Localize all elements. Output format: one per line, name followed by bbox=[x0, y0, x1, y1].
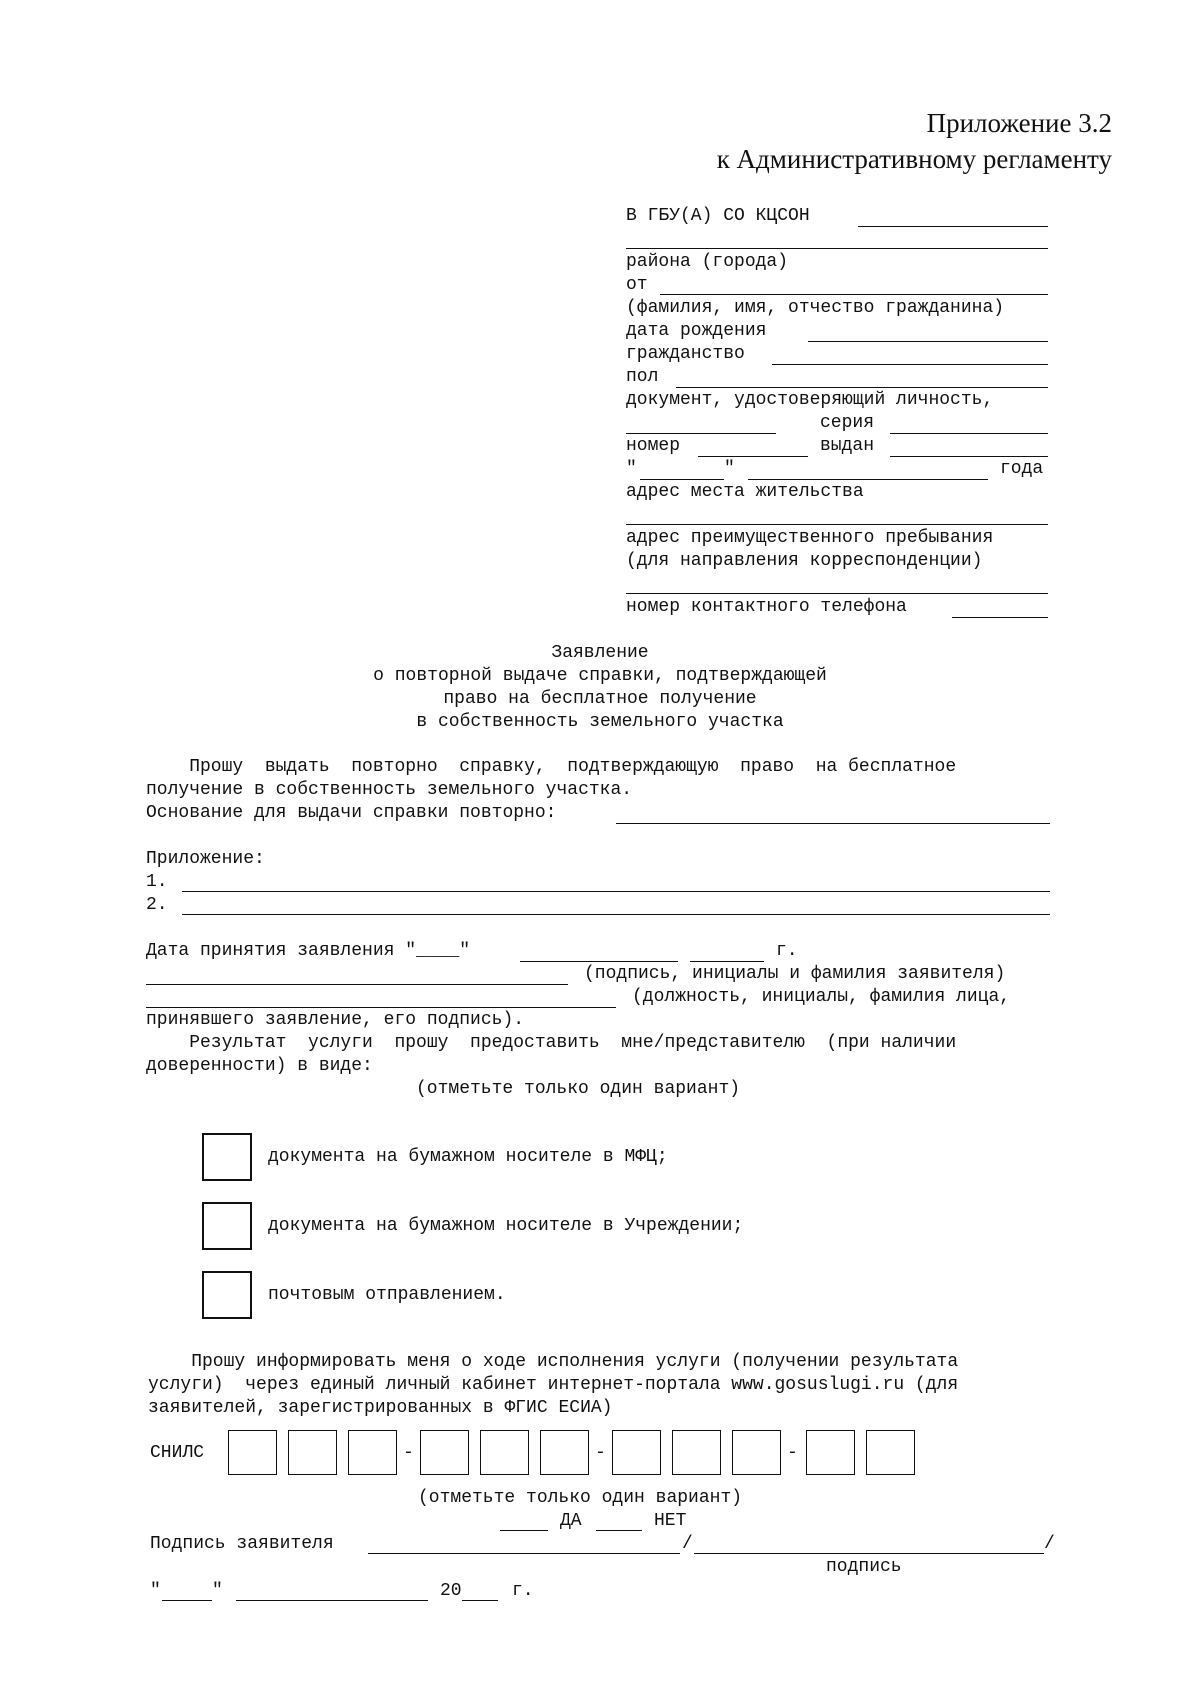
date-year-line[interactable] bbox=[462, 1600, 498, 1601]
inform-line-2: услуги) через единый личный кабинет интернет-портала www.gosuslugi.ru (для bbox=[148, 1375, 959, 1395]
phone-label: номер контактного телефона bbox=[626, 597, 907, 617]
signature-line[interactable] bbox=[368, 1553, 680, 1554]
snils-dash-2: - bbox=[595, 1443, 606, 1463]
result-line-1: Результат услуги прошу предоставить мне/представителю (при наличии bbox=[146, 1033, 957, 1053]
accepter-position-hint: (должность, инициалы, фамилия лица, bbox=[632, 987, 1011, 1007]
snils-label: СНИЛС bbox=[150, 1443, 205, 1463]
accept-year-g: г. bbox=[776, 941, 798, 961]
snils-check-digit-2[interactable] bbox=[866, 1430, 915, 1475]
birth-date-line[interactable] bbox=[808, 341, 1048, 342]
doc-subtitle-2: право на бесплатное получение bbox=[443, 689, 757, 709]
option-mail-label: почтовым отправлением. bbox=[268, 1285, 506, 1305]
basis-label: Основание для выдачи справки повторно: bbox=[146, 803, 557, 823]
option-institution-label: документа на бумажном носителе в Учреждении; bbox=[268, 1216, 744, 1236]
attachment-2-line[interactable] bbox=[182, 914, 1050, 915]
snils-digit-9[interactable] bbox=[732, 1430, 781, 1475]
number-label: номер bbox=[626, 436, 681, 456]
attachment-1-number: 1. bbox=[146, 872, 168, 892]
applicant-sign-line[interactable] bbox=[146, 984, 568, 985]
birth-date-label: дата рождения bbox=[626, 321, 767, 341]
inform-line-3: заявителей, зарегистрированных в ФГИС ЕСИА) bbox=[148, 1398, 613, 1418]
issue-date-quote-open: " bbox=[626, 459, 637, 479]
citizenship-label: гражданство bbox=[626, 344, 745, 364]
date-day-line[interactable] bbox=[162, 1600, 212, 1601]
date-month-line[interactable] bbox=[236, 1600, 428, 1601]
addressee-from: от bbox=[626, 275, 648, 295]
residence-label: адрес места жительства bbox=[626, 482, 864, 502]
phone-line[interactable] bbox=[952, 617, 1048, 618]
accept-month-line[interactable] bbox=[520, 961, 678, 962]
accept-date-label: Дата принятия заявления "____" bbox=[146, 941, 471, 961]
sex-line[interactable] bbox=[676, 387, 1048, 388]
fio-hint: (фамилия, имя, отчество гражданина) bbox=[626, 298, 1005, 318]
correspondence-line[interactable] bbox=[626, 593, 1048, 594]
date-quote-close: " bbox=[212, 1581, 223, 1601]
snils-dash-3: - bbox=[787, 1443, 798, 1463]
appendix-title: Приложение 3.2 bbox=[926, 108, 1112, 138]
snils-check-digit-1[interactable] bbox=[806, 1430, 855, 1475]
attachment-2-number: 2. bbox=[146, 895, 168, 915]
applicant-sign-hint: (подпись, инициалы и фамилия заявителя) bbox=[584, 964, 1006, 984]
snils-digit-7[interactable] bbox=[612, 1430, 661, 1475]
snils-digit-8[interactable] bbox=[672, 1430, 721, 1475]
option-mail-checkbox[interactable] bbox=[202, 1271, 252, 1319]
addressee-to: В ГБУ(А) СО КЦСОН bbox=[626, 206, 810, 226]
snils-digit-1[interactable] bbox=[228, 1430, 277, 1475]
option-mfc-checkbox[interactable] bbox=[202, 1133, 252, 1181]
series-label: серия bbox=[820, 413, 875, 433]
addressee-district-line[interactable] bbox=[626, 248, 1048, 249]
year-label: года bbox=[1000, 459, 1044, 479]
residence-line[interactable] bbox=[626, 524, 1048, 525]
yes-mark-line[interactable] bbox=[500, 1530, 548, 1531]
result-line-2: доверенности) в виде: bbox=[146, 1056, 373, 1076]
attachments-label: Приложение: bbox=[146, 849, 265, 869]
number-line[interactable] bbox=[698, 456, 808, 457]
basis-line[interactable] bbox=[616, 823, 1050, 824]
snils-digit-4[interactable] bbox=[420, 1430, 469, 1475]
citizenship-line[interactable] bbox=[772, 364, 1048, 365]
addressee-org-line[interactable] bbox=[858, 226, 1048, 227]
option-institution-checkbox[interactable] bbox=[202, 1202, 252, 1250]
issue-date-quote-close: " bbox=[724, 459, 735, 479]
request-line-1: Прошу выдать повторно справку, подтверждающую право на бесплатное bbox=[146, 757, 957, 777]
issue-month-line[interactable] bbox=[748, 479, 988, 480]
accepter-sign-line[interactable] bbox=[146, 1007, 616, 1008]
regulation-title: к Административному регламенту bbox=[716, 144, 1112, 174]
date-year-g: г. bbox=[512, 1581, 534, 1601]
doc-title: Заявление bbox=[551, 643, 649, 663]
yes-label: ДА bbox=[560, 1511, 582, 1531]
no-label: НЕТ bbox=[654, 1511, 687, 1531]
date-century: 20 bbox=[440, 1581, 462, 1601]
mark-one-hint: (отметьте только один вариант) bbox=[416, 1079, 741, 1099]
inform-line-1: Прошу информировать меня о ходе исполнения услуги (получении результата bbox=[148, 1352, 959, 1372]
addressee-district: района (города) bbox=[626, 252, 789, 272]
option-mfc-label: документа на бумажном носителе в МФЦ; bbox=[268, 1147, 668, 1167]
signature-name-line[interactable] bbox=[694, 1553, 1044, 1554]
issue-day-line[interactable] bbox=[640, 479, 724, 480]
attachment-1-line[interactable] bbox=[182, 891, 1050, 892]
snils-digit-5[interactable] bbox=[480, 1430, 529, 1475]
issued-line[interactable] bbox=[890, 456, 1048, 457]
accepted-by-label: принявшего заявление, его подпись). bbox=[146, 1010, 525, 1030]
correspondence-label: (для направления корреспонденции) bbox=[626, 551, 983, 571]
snils-dash-1: - bbox=[403, 1443, 414, 1463]
snils-digit-3[interactable] bbox=[348, 1430, 397, 1475]
doc-subtitle-3: в собственность земельного участка bbox=[416, 712, 784, 732]
signature-label: Подпись заявителя bbox=[150, 1534, 334, 1554]
signature-slash-1: / bbox=[682, 1534, 693, 1554]
date-quote-open: " bbox=[150, 1581, 161, 1601]
id-doc-line[interactable] bbox=[626, 433, 776, 434]
no-mark-line[interactable] bbox=[596, 1530, 642, 1531]
request-line-2: получение в собственность земельного участка. bbox=[146, 780, 633, 800]
snils-mark-one-hint: (отметьте только один вариант) bbox=[418, 1488, 743, 1508]
accept-year-line[interactable] bbox=[690, 961, 764, 962]
from-line[interactable] bbox=[660, 294, 1048, 295]
snils-digit-2[interactable] bbox=[288, 1430, 337, 1475]
snils-digit-6[interactable] bbox=[540, 1430, 589, 1475]
signature-hint: подпись bbox=[826, 1557, 902, 1577]
doc-subtitle-1: о повторной выдаче справки, подтверждающей bbox=[373, 666, 827, 686]
id-doc-label: документ, удостоверяющий личность, bbox=[626, 390, 994, 410]
signature-slash-2: / bbox=[1044, 1534, 1055, 1554]
sex-label: пол bbox=[626, 367, 659, 387]
issued-label: выдан bbox=[820, 436, 875, 456]
series-line[interactable] bbox=[890, 433, 1048, 434]
preferred-stay-label: адрес преимущественного пребывания bbox=[626, 528, 994, 548]
